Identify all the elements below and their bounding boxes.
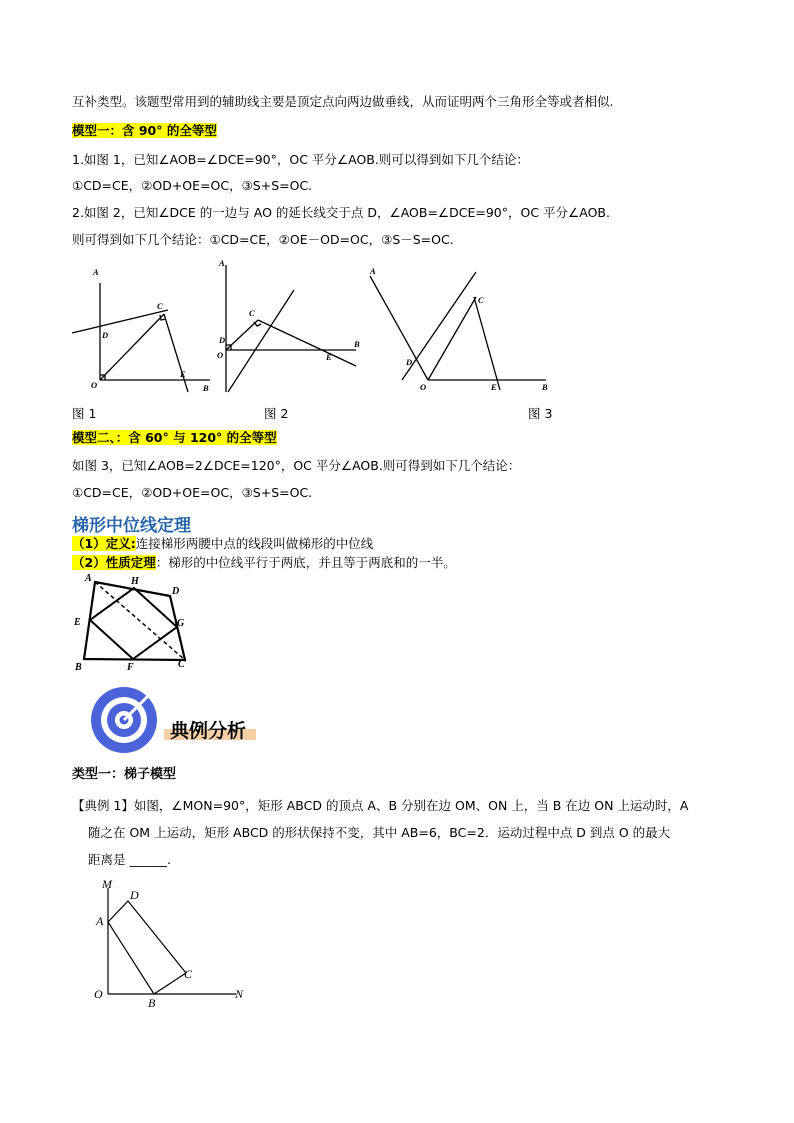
model2-line1: 如图 3，已知∠AOB=2∠DCE=120°，OC 平分∠AOB.则可得到如下几个结论： [72, 458, 521, 473]
intro-text: 互补类型。该题型常用到的辅助线主要是顶定点向两边做垂线，从而证明两个三角形全等或者相似. [72, 94, 614, 109]
trap-label-h: H [131, 576, 139, 587]
model1-title [72, 123, 217, 139]
answer-blank[interactable]: ______ [129, 852, 167, 867]
fig2-label-a: A [219, 258, 225, 268]
example1-line3-text: 距离是 [88, 852, 126, 867]
rectangle-abcd [108, 901, 186, 994]
fig3-label-d: D [406, 357, 413, 367]
trapezoid-heading: 梯形中位线定理 [72, 516, 191, 536]
fig1-label-d: D [102, 330, 109, 340]
fig1-caption: 图 1 [72, 406, 97, 421]
fig1-line-dc [72, 310, 168, 333]
trap-label-g: G [177, 618, 185, 629]
example1-line2: 随之在 OM 上运动，矩形 ABCD 的形状保持不变，其中 AB=6，BC=2．运动过程中点 D 到点 O 的最大 [88, 825, 671, 840]
fig2-line-ce [258, 320, 356, 366]
fig3-segment-oc [428, 297, 476, 380]
inner-quadrilateral-hgfe [90, 586, 180, 659]
fig3-label-a: A [370, 266, 376, 276]
model2-title [72, 430, 277, 446]
label-m: M [102, 877, 112, 891]
fig2-label-c: C [249, 308, 255, 318]
fig2-label-d: D [219, 335, 226, 345]
label-n: N [235, 987, 244, 1001]
fig2-label-b: B [354, 339, 360, 349]
model2-title-text: 模型二、：含 60° 与 120° 的全等型 [72, 430, 277, 445]
fig2-label-o: O [217, 350, 224, 360]
example1-line1: 【典例 1】如图，∠MON=90°，矩形 ABCD 的顶点 A、B 分别在边 OM、ON 上，当 B 在边 ON 上运动时，A [72, 798, 689, 813]
geometry-figures-1-3 [60, 255, 570, 400]
rectangle-ladder-figure [88, 872, 258, 1012]
trap-label-d: D [172, 586, 180, 597]
trap-label-f: F [127, 662, 134, 672]
label-c: C [184, 967, 193, 981]
model1-line1: 1.如图 1，已知∠AOB=∠DCE=90°，OC 平分∠AOB.则可以得到如下几个结论： [72, 152, 529, 167]
fig1-label-o: O [91, 380, 98, 390]
fig2-label-e: E [326, 352, 332, 362]
fig3-label-c: C [478, 295, 484, 305]
fig1-label-e: E [180, 369, 186, 379]
fig3-line-ce [474, 297, 500, 390]
fig2-line-dc [228, 290, 294, 392]
definition-text: 连接梯形两腰中点的线段叫做梯形的中位线 [135, 536, 374, 551]
fig3-ray-oa [370, 276, 428, 380]
label-b: B [148, 996, 156, 1010]
fig1-label-a: A [93, 267, 99, 277]
example1-period: . [167, 852, 171, 867]
trapezoid-figure [68, 568, 193, 672]
target-icon [90, 684, 162, 756]
type1-title: 类型一：梯子模型 [72, 767, 177, 782]
model1-line3: 2.如图 2，已知∠DCE 的一边与 AO 的延长线交于点 D，∠AOB=∠DCE=90°，OC 平分∠AOB. [72, 205, 610, 220]
trap-label-b: B [75, 662, 82, 672]
model2-line2: ①CD=CE，②OD+OE=OC，③S+S=OC. [72, 485, 313, 500]
model1-line4: 则可得到如下几个结论：①CD=CE，②OE－OD=OC，③S－S=OC. [72, 232, 454, 247]
property-text: ：梯形的中位线平行于两底，并且等于两底和的一半。 [155, 555, 456, 570]
model1-title-text: 模型一：含 90° 的全等型 [72, 123, 217, 138]
fig3-label-b: B [542, 382, 548, 392]
label-d: D [130, 888, 139, 902]
banner-title: 典例分析 [170, 720, 247, 742]
fig2-right-angle-c [254, 322, 261, 326]
definition-tag: （1）定义: [72, 536, 136, 551]
trap-label-c: C [178, 659, 185, 670]
trap-label-e: E [74, 617, 81, 628]
model1-line2: ①CD=CE，②OD+OE=OC，③S+S=OC. [72, 178, 313, 193]
fig3-label-e: E [491, 382, 497, 392]
trap-label-a: A [85, 573, 92, 584]
fig1-label-b: B [203, 383, 209, 393]
property-tag: （2）性质定理 [72, 555, 156, 570]
label-o: O [94, 987, 103, 1001]
example1-line3 [88, 852, 171, 868]
trapezoid-definition [72, 536, 373, 552]
fig2-caption: 图 2 [264, 406, 289, 421]
fig3-label-o: O [420, 382, 427, 392]
fig3-line-dc [402, 272, 476, 380]
label-a: A [96, 914, 104, 928]
fig1-label-c: C [157, 301, 163, 311]
fig3-caption: 图 3 [528, 406, 553, 421]
